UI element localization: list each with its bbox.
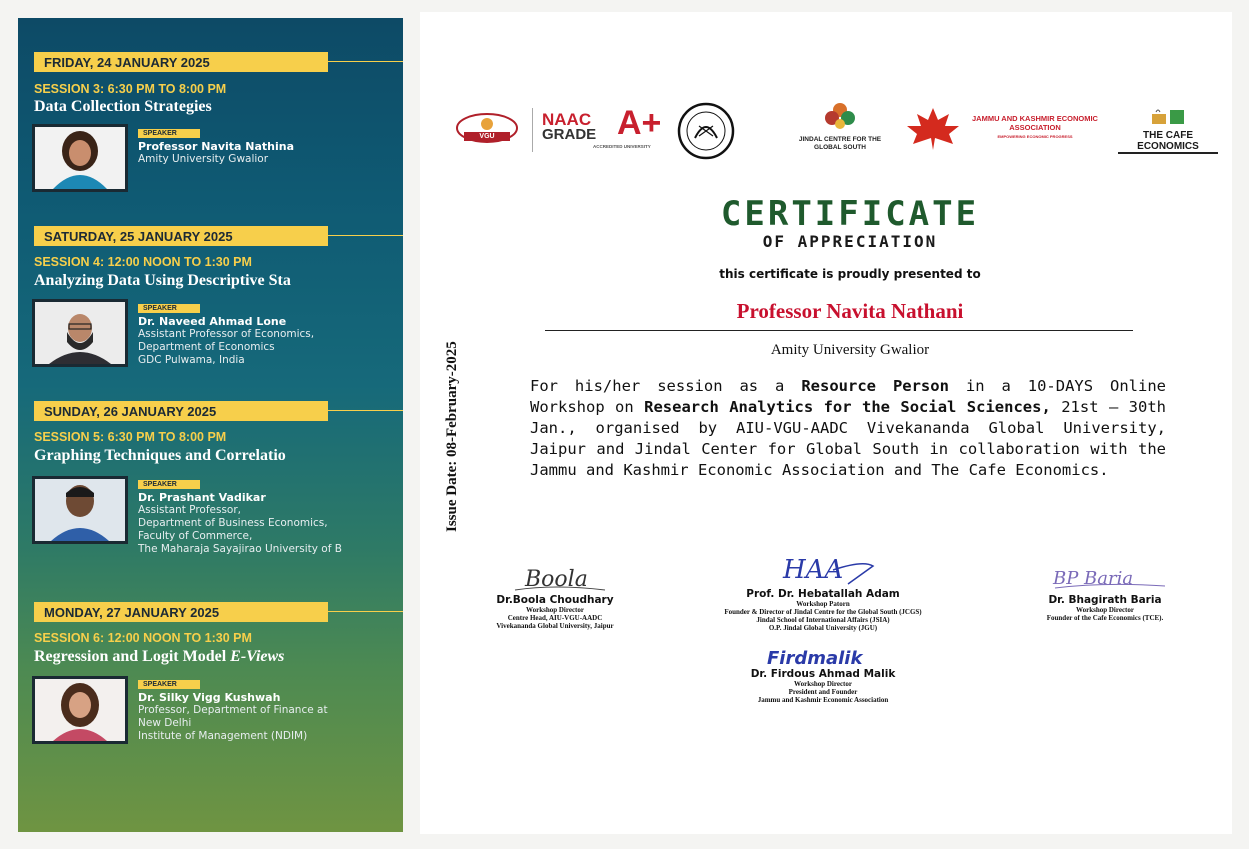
- recipient-underline: [545, 330, 1133, 331]
- recipient-name: Professor Navita Nathani: [736, 299, 964, 323]
- session-time: SESSION 4: 12:00 NOON TO 1:30 PM: [34, 255, 252, 269]
- session-title: Graphing Techniques and Correlatio: [34, 447, 286, 464]
- speaker-affiliation: Institute of Management (NDIM): [138, 730, 308, 742]
- speaker-name: Professor Navita Nathina: [138, 140, 295, 153]
- speaker-tag: SPEAKER: [138, 680, 200, 689]
- signatory-role: Workshop Patorn: [796, 600, 850, 608]
- signatory-role: Jammu and Kashmir Economic Association: [757, 696, 889, 704]
- speaker-affiliation: GDC Pulwama, India: [138, 354, 245, 366]
- speaker-affiliation: Amity University Gwalior: [138, 153, 269, 165]
- speaker-affiliation: Professor, Department of Finance at: [138, 704, 328, 716]
- speaker-tag: SPEAKER: [138, 129, 200, 138]
- signatory-role: Founder of the Cafe Economics (TCE).: [1046, 614, 1164, 622]
- speaker-name: Dr. Silky Vigg Kushwah: [138, 691, 281, 704]
- speaker-name: Dr. Prashant Vadikar: [138, 491, 266, 504]
- svg-text:Firdmalik: Firdmalik: [767, 648, 863, 668]
- session-time: SESSION 5: 6:30 PM TO 8:00 PM: [34, 430, 227, 444]
- sponsor-logos: [420, 102, 1232, 162]
- jindal-logo-text: JINDAL CENTRE FOR THE GLOBAL SOUTH: [798, 136, 882, 151]
- signature-mark: [460, 560, 650, 594]
- cafe-economics-logo: [1118, 108, 1218, 152]
- certificate-title: CERTIFICATE: [720, 194, 980, 234]
- aiu-seal-logo: [675, 102, 737, 160]
- speaker-affiliation: Department of Business Economics,: [138, 517, 328, 529]
- naac-grade-value: A+: [617, 104, 662, 142]
- session-time: SESSION 3: 6:30 PM TO 8:00 PM: [34, 82, 227, 96]
- speaker-affiliation: Faculty of Commerce,: [138, 530, 253, 542]
- speaker-photo: [32, 476, 128, 544]
- certificate-body: For his/her session as a Resource Person in a 10-DAYS Online Workshop on Research Analytics for the Social Sciences, 21st – 30th Jan., organised by AIU-VGU-AADC Vivekananda Global University, Jaipur and Jindal Center for Global South in collaboration with the Jammu and Kashmir Economic Association and The Cafe Economics.: [530, 377, 1167, 479]
- jkea-logo: [905, 106, 1105, 150]
- signature-block-boola: [460, 560, 650, 630]
- speaker-affiliation: Assistant Professor of Economics,: [138, 328, 315, 340]
- speaker-tag: SPEAKER: [138, 480, 200, 489]
- signatory-role: Workshop Director: [793, 680, 852, 688]
- presented-to-line: this certificate is proudly presented to: [719, 267, 981, 281]
- cafe-logo-text: THE CAFE ECONOMICS: [1118, 130, 1218, 154]
- svg-text:Boola: Boola: [525, 567, 588, 592]
- signatory-role: Centre Head, AIU-VGU-AADC: [507, 614, 603, 622]
- signatory-role: Vivekananda Global University, Jaipur: [496, 622, 614, 630]
- speaker-tag: SPEAKER: [138, 304, 200, 313]
- recipient-institution: Amity University Gwalior: [770, 342, 930, 358]
- day-banner: SATURDAY, 25 JANUARY 2025: [34, 226, 328, 246]
- certificate: [420, 12, 1232, 834]
- signature-block-bhagirath: [1005, 560, 1205, 622]
- issue-date: Issue Date: 08-February-2025: [444, 341, 460, 532]
- signatory-name: Dr.Boola Choudhary: [496, 594, 614, 606]
- naac-logo: [532, 104, 672, 152]
- signatory-role: Jindal School of International Affairs (JSIA): [756, 616, 890, 624]
- jindal-centre-logo: [798, 100, 882, 156]
- signatory-role: O.P. Jindal Global University (JGU): [768, 624, 878, 632]
- certificate-subtitle: OF APPRECIATION: [762, 232, 938, 251]
- vgu-logo: [454, 110, 520, 150]
- speaker-affiliation: Department of Economics: [138, 341, 275, 353]
- speaker-affiliation: New Delhi: [138, 717, 192, 729]
- day-banner: MONDAY, 27 JANUARY 2025: [34, 602, 328, 622]
- signatory-role: President and Founder: [788, 688, 858, 696]
- session-title: Data Collection Strategies: [34, 98, 212, 115]
- speaker-affiliation: The Maharaja Sayajirao University of B: [138, 543, 342, 555]
- signature-mark: [658, 550, 988, 588]
- signatory-name: Prof. Dr. Hebatallah Adam: [746, 588, 900, 600]
- signature-mark: [708, 644, 938, 668]
- speaker-photo: [32, 299, 128, 367]
- signatory-name: Dr. Firdous Ahmad Malik: [750, 668, 896, 680]
- vgu-logo-text: VGU: [479, 133, 495, 140]
- workshop-schedule-poster: [18, 18, 403, 832]
- signature-block-firdous: [708, 644, 938, 704]
- session-title: Analyzing Data Using Descriptive Sta: [34, 272, 291, 289]
- session-time: SESSION 6: 12:00 NOON TO 1:30 PM: [34, 631, 252, 645]
- jkea-logo-sub: EMPOWERING ECONOMIC PROGRESS: [997, 134, 1073, 139]
- signatory-role: Workshop Director: [525, 606, 584, 614]
- speaker-name: Dr. Naveed Ahmad Lone: [138, 315, 287, 328]
- day-banner: SUNDAY, 26 JANUARY 2025: [34, 401, 328, 421]
- speaker-photo: [32, 124, 128, 192]
- signature-mark: [1005, 560, 1205, 594]
- signatory-role: Workshop Director: [1075, 606, 1134, 614]
- signatory-name: Dr. Bhagirath Baria: [1048, 594, 1162, 606]
- day-banner: FRIDAY, 24 JANUARY 2025: [34, 52, 328, 72]
- speaker-photo: [32, 676, 128, 744]
- speaker-affiliation: Assistant Professor,: [138, 504, 242, 516]
- jkea-logo-text: JAMMU AND KASHMIR ECONOMIC ASSOCIATION: [972, 114, 1098, 132]
- signatory-role: Founder & Director of Jindal Centre for the Global South (JCGS): [724, 608, 922, 616]
- naac-text: NAAC: [542, 110, 592, 129]
- session-title: Regression and Logit Model E-Views: [34, 648, 285, 665]
- naac-grade-text: GRADE: [542, 126, 597, 143]
- svg-text:HAA: HAA: [783, 555, 844, 585]
- svg-text:BP Baria: BP Baria: [1053, 568, 1134, 589]
- naac-sub: ACCREDITED UNIVERSITY: [593, 144, 651, 149]
- signature-block-hebatallah: [658, 550, 988, 632]
